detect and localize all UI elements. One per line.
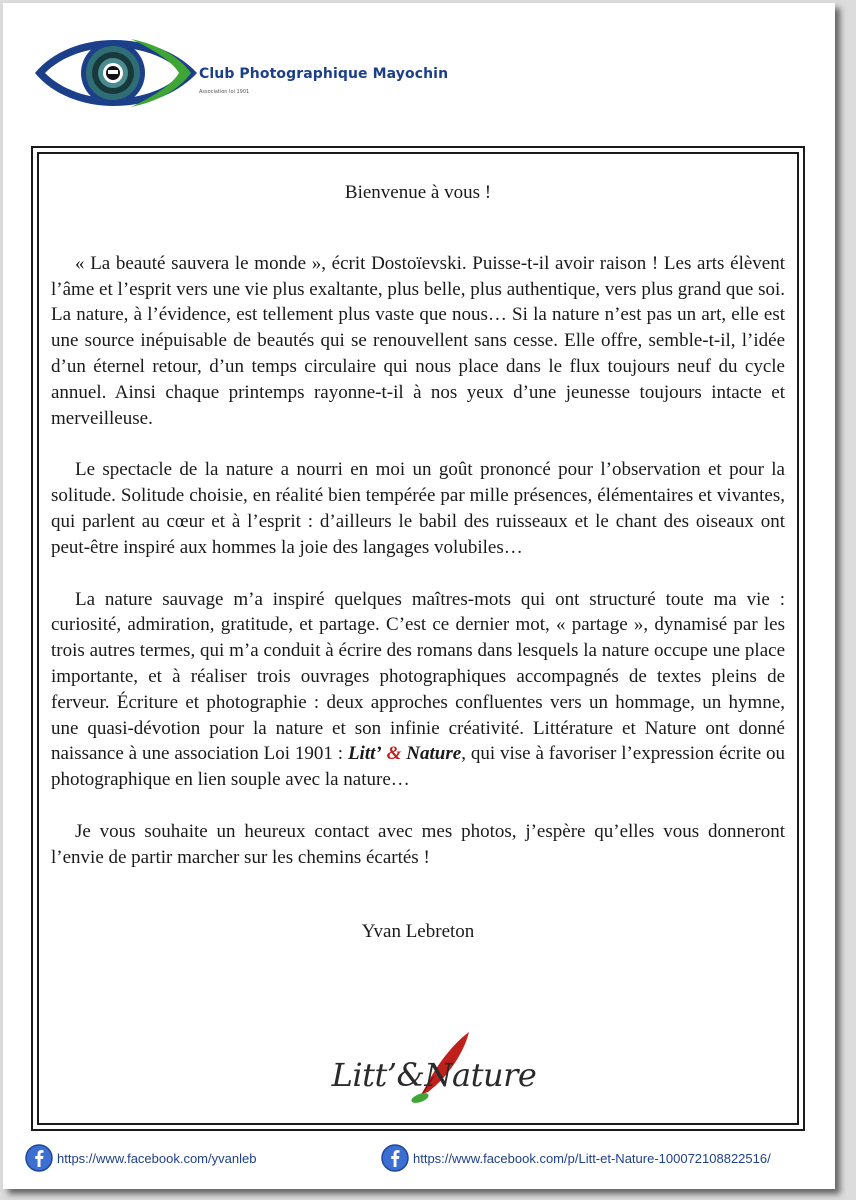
signature: Yvan Lebreton (361, 920, 475, 942)
letter-paragraph: Le spectacle de la nature a nourri en moi un goût prononcé pour l’observation et pour la solitude. Solitude choisie, en réalité bien tempérée par mille présences, élémentaires et vivantes, qui parlent au cœur et à l’esprit : d’ailleurs le babil des ruisseaux et le chant des oiseaux ont peut-être inspiré aux hommes la joie des langages volubiles… (51, 459, 785, 558)
letter-frame-inner (37, 152, 799, 1125)
letter-paragraph: « La beauté sauvera le monde », écrit Dostoïevski. Puisse-t-il avoir raison ! Les arts élèvent l’âme et l’esprit vers une vie plus exaltante, plus belle, plus authentique, vers plus grand que soi. La nature, à l’évidence, est tellement plus vaste que nous… Si la nature n’est pas un art, elle est une source inépuisable de beautés qui se renouvellent sans cesse. Elle offre, semble-t-il, l’idée d’un éternel retour, d’un temps circulaire qui nous place dans le flux toujours neuf du cycle annuel. Ainsi chaque printemps rayonne-t-il à nos yeux d’une jeunesse toujours intacte et merveilleuse. (51, 252, 785, 429)
facebook-link-litt-et-nature[interactable] (381, 1143, 771, 1173)
paragraph-text: La nature sauvage m’a inspiré quelques maîtres-mots qui ont structuré toute ma vie : curiosité, admiration, gratitude, et partage. C’est ce dernier mot, « partage », dynamisé par les trois autres termes, qui m’a conduit à écrire des romans dans lesquels la nature occupe une place importante, et à réaliser trois ouvrages photographiques accompagnés de textes pleins de ferveur. Écriture et photographie : deux approches confluentes vers un hommage, un hymne, une quasi-dévotion pour la nature et son infinie créativité. Littérature et Nature ont donné naissance à une association Loi 1901 : (51, 588, 785, 765)
litt-nature-logo (304, 1024, 564, 1110)
facebook-icon (25, 1144, 53, 1172)
facebook-link-url: https://www.facebook.com/yvanleb (57, 1150, 257, 1166)
letter-body (51, 180, 785, 944)
facebook-link-yvanleb[interactable] (25, 1143, 256, 1173)
eye-logo-icon (31, 25, 201, 121)
brand-litt: Litt’ (347, 743, 382, 765)
club-logo (31, 25, 201, 121)
litt-nature-logo-text: Litt’&Nature (331, 1056, 537, 1094)
facebook-link-url: https://www.facebook.com/p/Litt-et-Nature-100072108822516/ (413, 1150, 771, 1166)
letter-closing: Je vous souhaite un heureux contact avec mes photos, j’espère qu’elles vous donneront l’envie de partir marcher sur les chemins écartés ! (51, 820, 785, 868)
document-page (3, 3, 835, 1189)
club-subtitle: Association loi 1901 (199, 89, 250, 95)
letter-paragraph (51, 587, 785, 793)
letter-greeting: Bienvenue à vous ! (344, 182, 492, 203)
club-name: Club Photographique Mayochin (199, 66, 449, 82)
brand-nature: Nature (406, 743, 462, 765)
facebook-icon (381, 1144, 409, 1172)
letter-frame (31, 146, 805, 1131)
brand-ampersand: & (386, 743, 402, 765)
association-name (348, 743, 461, 764)
paragraph-text: , qui vise à favoriser l’expression écrite ou photographique en lien souple avec la nature… (51, 743, 786, 791)
